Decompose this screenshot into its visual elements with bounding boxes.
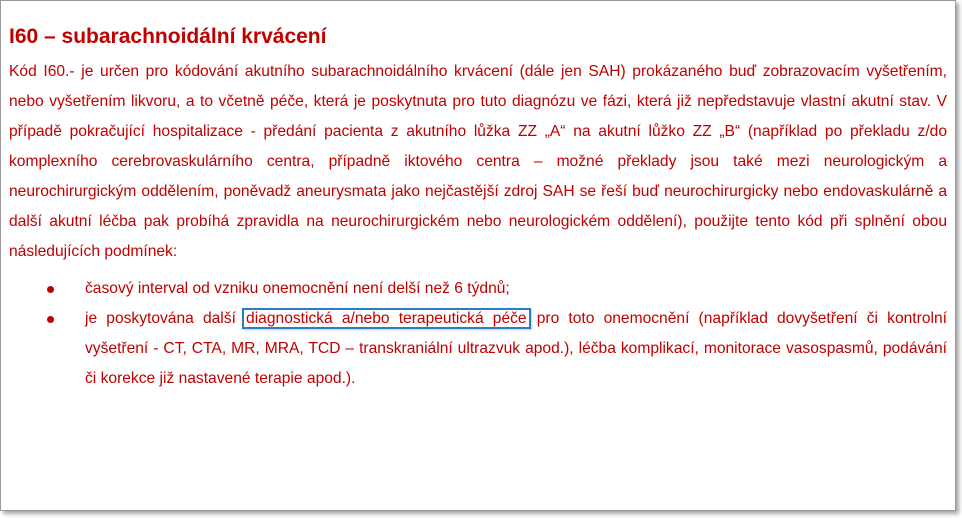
section-heading: I60 – subarachnoidální krvácení: [9, 25, 327, 48]
highlighted-phrase: diagnostická a/nebo terapeutická péče: [242, 308, 531, 329]
condition-care-after: pro toto onemocnění (například dovyšetření či kontrolní vyšetření - CT, CTA, MR, MRA, TCD – transkraniální ultrazvuk apod.), léčba komplikací, monitorace vasospasmů, podávání či korekce již nastavené terapie apod.).: [85, 310, 947, 387]
conditions-list: [9, 274, 947, 394]
list-item: [9, 274, 947, 304]
condition-time-interval: časový interval od vzniku onemocnění není delší než 6 týdnů;: [85, 280, 510, 297]
list-item: [9, 304, 947, 394]
definition-paragraph: Kód I60.- je určen pro kódování akutního subarachnoidálního krvácení (dále jen SAH) prokázaného buď zobrazovacím vyšetřením, nebo vyšetřením likvoru, a to včetně péče, která je poskytnuta pro tuto diagnózu ve fázi, která již nepředstavuje vlastní akutní stav. V případě pokračující hospitalizace - předání pacienta z akutního lůžka ZZ „A“ na akutní lůžko ZZ „B“ (například po překladu z/do komplexního cerebrovaskulárního centra, případně iktového centra – možné překlady jsou také mezi neurologickým a neurochirurgickým oddělením, poněvadž aneurysmata jako nejčastější zdroj SAH se řeší buď neurochirurgicky nebo endovaskulárně a další akutní léčba pak probíhá zpravidla na neurochirurgickém nebo neurologickém oddělení), použijte tento kód při splnění obou následujících podmínek:: [9, 63, 947, 260]
document-content: [9, 9, 947, 394]
bullet-icon: [47, 316, 54, 323]
condition-care-before: je poskytována další: [85, 310, 246, 327]
bullet-icon: [47, 286, 54, 293]
